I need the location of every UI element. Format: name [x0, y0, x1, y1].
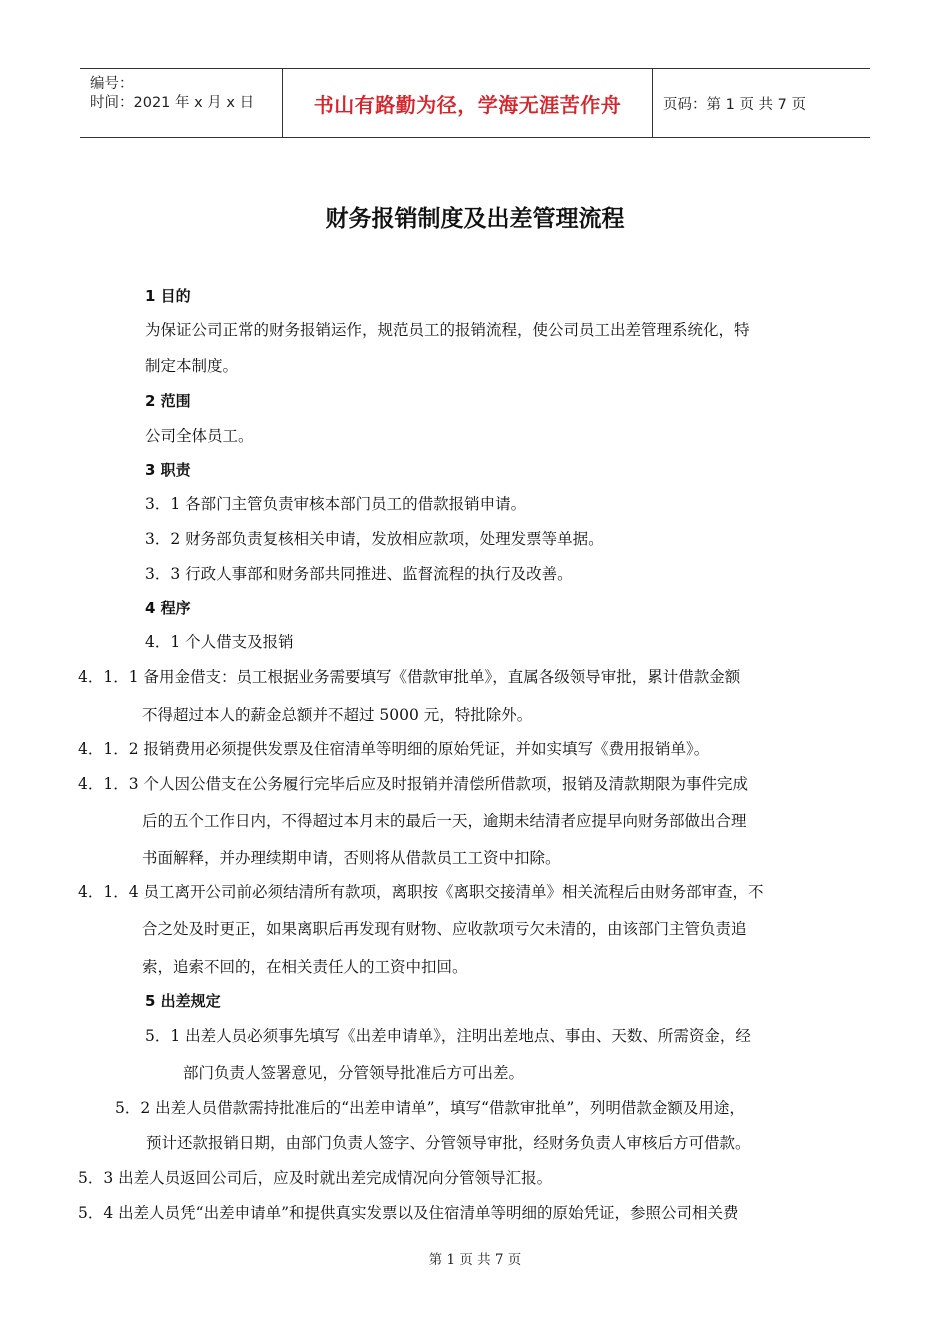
paragraph-line: 4．1．2 报销费用必须提供发票及住宿清单等明细的原始凭证，并如实填写《费用报销单》。	[78, 740, 710, 758]
paragraph-line: 3．2 财务部负责复核相关申请，发放相应款项，处理发票等单据。	[145, 530, 604, 548]
paragraph-line: 预计还款报销日期，由部门负责人签字、分管领导审批，经财务负责人审核后方可借款。	[146, 1134, 751, 1152]
paragraph-line: 后的五个工作日内，不得超过本月末的最后一天，逾期未结清者应提早向财务部做出合理	[142, 812, 747, 830]
section-heading-procedure: 4 程序	[145, 599, 191, 617]
section-heading-scope: 2 范围	[145, 392, 191, 410]
doc-date-label: 时间：2021 年 x 月 x 日	[90, 95, 255, 111]
paragraph-line: 制定本制度。	[145, 357, 239, 375]
paragraph-line: 5．3 出差人员返回公司后，应及时就出差完成情况向分管领导汇报。	[78, 1169, 553, 1187]
page-footer: 第 1 页 共 7 页	[428, 1252, 522, 1268]
paragraph-line: 部门负责人签署意见，分管领导批准后方可出差。	[183, 1064, 525, 1082]
paragraph-line: 4．1．4 员工离开公司前必须结清所有款项，离职按《离职交接清单》相关流程后由财务部审查，不	[78, 883, 764, 901]
header-page-number: 页码：第 1 页 共 7 页	[663, 96, 806, 113]
paragraph-line: 5．1 出差人员必须事先填写《出差申请单》，注明出差地点、事由、天数、所需资金，经	[145, 1027, 751, 1045]
header-meta	[80, 69, 283, 137]
paragraph-line: 5．2 出差人员借款需持批准后的“出差申请单”，填写“借款审批单”，列明借款金额及用途，	[115, 1099, 745, 1117]
section-heading-travel: 5 出差规定	[145, 992, 221, 1010]
paragraph-line: 索，追索不回的，在相关责任人的工资中扣回。	[142, 958, 468, 976]
paragraph-line: 3．1 各部门主管负责审核本部门员工的借款报销申请。	[145, 495, 527, 513]
section-heading-duties: 3 职责	[145, 461, 191, 479]
paragraph-line: 公司全体员工。	[145, 427, 254, 445]
paragraph-line: 3．3 行政人事部和财务部共同推进、监督流程的执行及改善。	[145, 565, 573, 583]
subsection-heading: 4．1 个人借支及报销	[145, 633, 294, 651]
header-motto: 书山有路勤为径，学海无涯苦作舟	[283, 69, 653, 137]
doc-number-label: 编号：	[90, 76, 134, 92]
paragraph-line: 合之处及时更正，如果离职后再发现有财物、应收款项亏欠未清的，由该部门主管负责追	[142, 920, 747, 938]
page-header	[80, 68, 870, 138]
paragraph-line: 不得超过本人的薪金总额并不超过 5000 元，特批除外。	[142, 706, 533, 724]
paragraph-line: 4．1．1 备用金借支：员工根据业务需要填写《借款审批单》，直属各级领导审批，累计借款金额	[78, 668, 741, 686]
paragraph-line: 5．4 出差人员凭“出差申请单”和提供真实发票以及住宿清单等明细的原始凭证，参照公司相关费	[78, 1204, 739, 1222]
document-title: 财务报销制度及出差管理流程	[325, 206, 625, 232]
paragraph-line: 书面解释，并办理续期申请，否则将从借款员工工资中扣除。	[142, 849, 561, 867]
section-heading-purpose: 1 目的	[145, 287, 191, 305]
paragraph-line: 4．1．3 个人因公借支在公务履行完毕后应及时报销并清偿所借款项，报销及清款期限为事件完成	[78, 775, 749, 793]
paragraph-line: 为保证公司正常的财务报销运作，规范员工的报销流程，使公司员工出差管理系统化，特	[145, 321, 750, 339]
